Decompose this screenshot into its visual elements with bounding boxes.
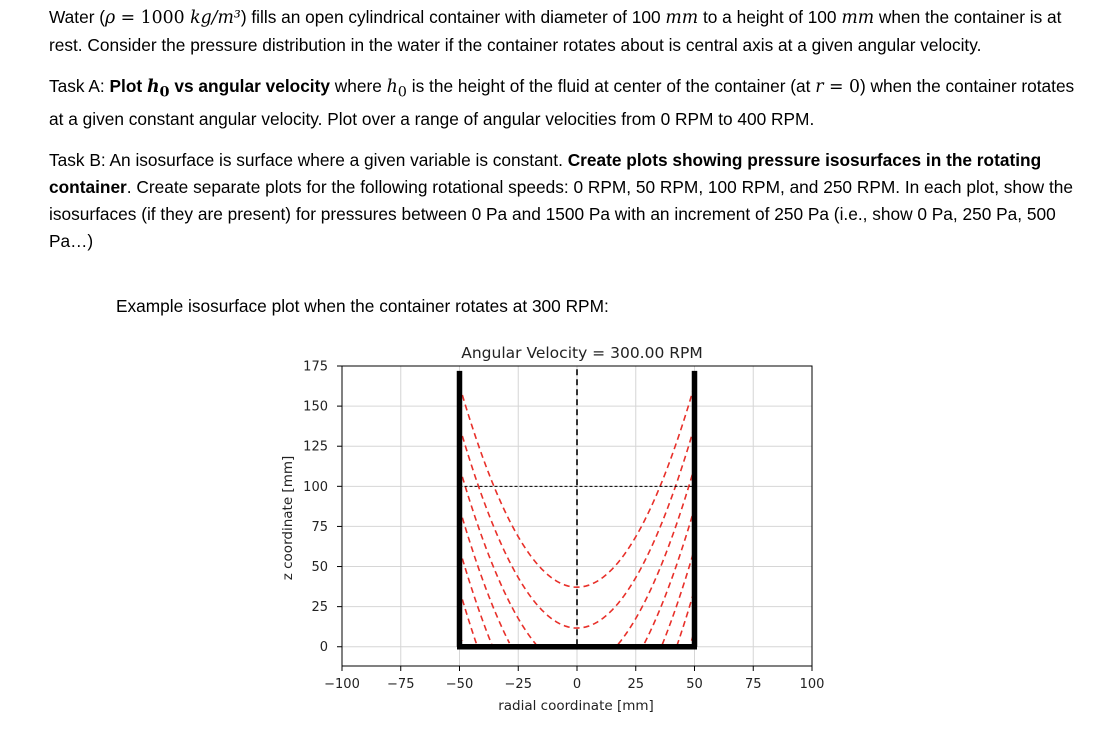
text: = [115, 8, 141, 28]
text: . Create separate plots for the following rotational speeds: 0 RPM, 50 RPM, 100 RPM, and 250 RPM. In each plot, show the isosurfaces (if they are present) for pressures between 0 Pa and 1500 Pa with an increment of 250 Pa (i.e., show 0 Pa, 250 Pa, 500 Pa…) [49, 177, 1073, 252]
h-symbol: h [386, 77, 398, 97]
density-unit: kg/m³ [184, 8, 241, 28]
x-tick-label: −100 [324, 677, 360, 692]
text: ) fills an open cylindrical container with diameter of 100 [240, 7, 666, 27]
h-symbol: h [146, 77, 160, 97]
figure-caption: Example isosurface plot when the container rotates at 300 RPM: [116, 296, 609, 316]
chart-title: Angular Velocity = 300.00 RPM [461, 344, 703, 362]
text: Plot [109, 76, 147, 96]
ticks [303, 360, 824, 693]
task-a-bold [109, 76, 330, 101]
y-tick-label: 100 [303, 479, 328, 495]
unit-mm: mm [841, 8, 875, 28]
x-tick-label: −50 [445, 677, 474, 692]
h-subscript: 0 [159, 83, 170, 101]
text: vs angular velocity [169, 76, 330, 96]
y-tick-label: 50 [311, 560, 328, 576]
x-tick-label: −75 [387, 677, 415, 692]
task-a-label: Task A: [49, 76, 110, 96]
x-axis-label: radial coordinate [mm] [498, 698, 654, 714]
x-tick-label: 25 [627, 677, 645, 692]
y-tick-label: 125 [303, 439, 328, 455]
x-tick-label: −25 [504, 677, 532, 692]
rho-symbol: ρ [105, 8, 116, 28]
text: ) when the container rotates at a given constant angular velocity. Plot over a range of angular velocities from 0 RPM to 400 RPM. [49, 76, 1075, 130]
text: when the container is at rest. Consider the pressure distribution in the water if the container rotates about is central axis at a given angular velocity. [49, 7, 1062, 55]
problem-statement [49, 4, 1079, 255]
text: = 0 [823, 77, 860, 97]
y-tick-label: 75 [311, 519, 328, 535]
y-tick-label: 0 [319, 640, 328, 656]
x-tick-label: 0 [572, 677, 582, 692]
h-subscript: 0 [397, 84, 407, 101]
isosurface-chart [270, 336, 830, 721]
text: is the height of the fluid at center of the container (at [406, 76, 816, 96]
y-tick-label: 150 [303, 399, 328, 415]
x-tick-label: 50 [686, 677, 703, 692]
task-b-label: Task B: An isosurface is surface where a given variable is constant. [49, 150, 568, 171]
y-axis-label: z coordinate [mm] [280, 455, 296, 581]
x-tick-label: 100 [799, 677, 825, 692]
unit-mm: mm [665, 8, 699, 28]
paragraph-task-a [49, 73, 1079, 133]
x-tick-label: 75 [744, 677, 762, 692]
task-b-bold: Create plots showing pressure isosurfaces in the rotating container [49, 150, 1042, 198]
paragraph-intro [49, 4, 1079, 59]
text: to a height of 100 [698, 7, 842, 27]
text: Water ( [49, 7, 106, 27]
r-symbol: r [815, 77, 824, 97]
paragraph-task-b [49, 147, 1079, 255]
density-value: 1000 [140, 8, 185, 28]
y-tick-label: 25 [311, 600, 328, 616]
y-tick-label: 175 [303, 359, 328, 375]
text: where [329, 76, 387, 96]
